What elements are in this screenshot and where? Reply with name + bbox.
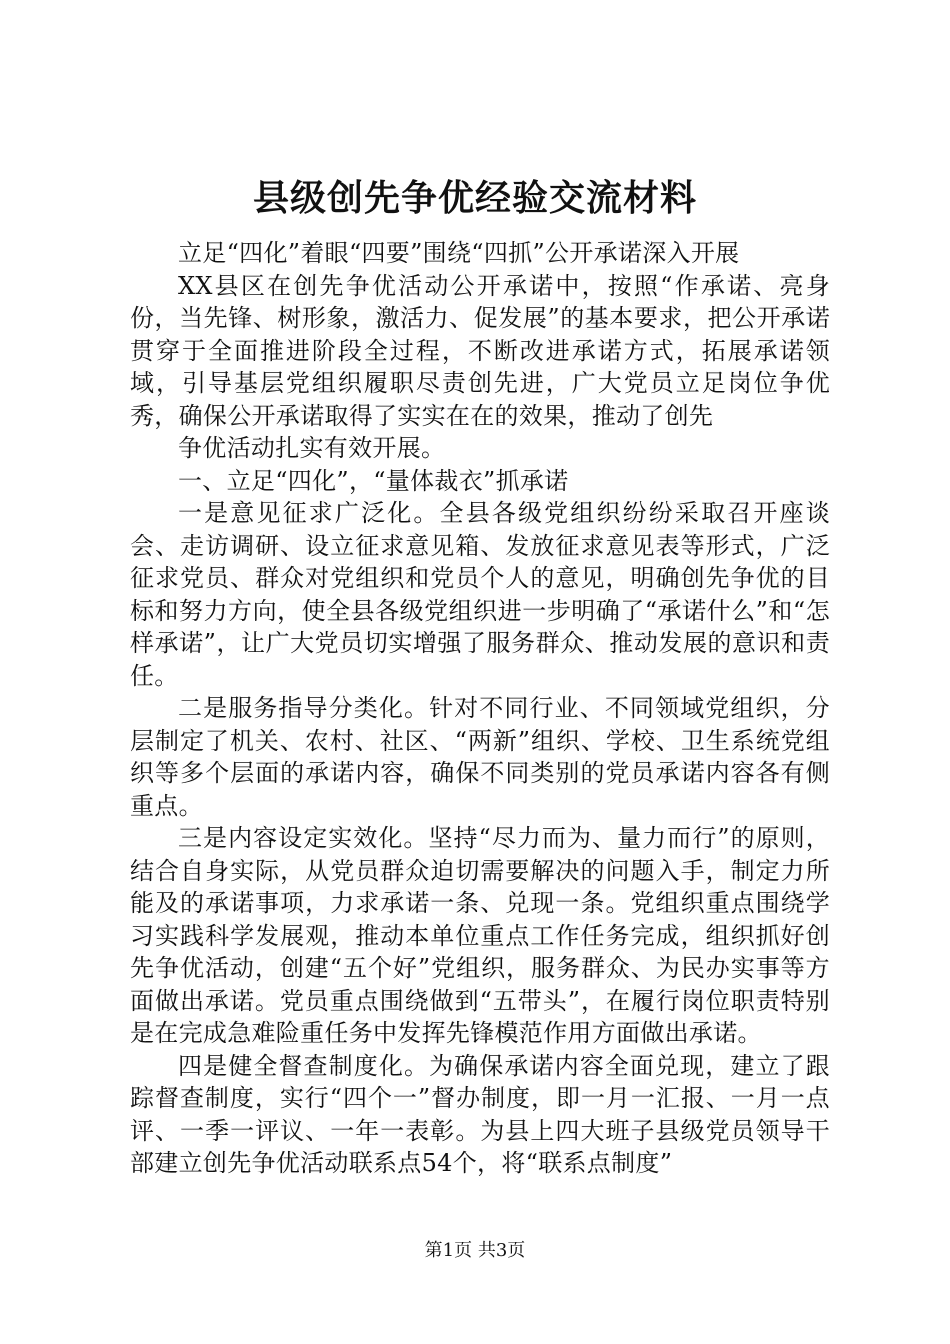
paragraph-subtitle: 立足“四化”着眼“四要”围绕“四抓”公开承诺深入开展: [178, 239, 740, 267]
paragraph-point-1: 一是意见征求广泛化。全县各级党组织纷纷采取召开座谈会、走访调研、设立征求意见箱、发放征求意见表等形式，广泛征求党员、群众对党组织和党员个人的意见，明确创先争优的目标和努力方向，使全县各级党组织进一步明确了“承诺什么”和“怎样承诺”，让广大党员切实增强了服务群众、推动发展的意识和责任。: [130, 499, 830, 690]
paragraph-point-2: 二是服务指导分类化。针对不同行业、不同领域党组织，分层制定了机关、农村、社区、“两新”组织、学校、卫生系统党组织等多个层面的承诺内容，确保不同类别的党员承诺内容各有侧重点。: [130, 694, 830, 820]
page-number-footer: 第1页 共3页: [424, 1240, 526, 1261]
paragraph-intro-continued: 争优活动扎实有效开展。: [178, 434, 446, 462]
paragraph-point-3: 三是内容设定实效化。坚持“尽力而为、量力而行”的原则，结合自身实际，从党员群众迫切需要解决的问题入手，制定力所能及的承诺事项，力求承诺一条、兑现一条。党组织重点围绕学习实践科学发展观，推动本单位重点工作任务完成，组织抓好创先争优活动，创建“五个好”党组织，服务群众、为民办实事等方面做出承诺。党员重点围绕做到“五带头”，在履行岗位职责特别是在完成急难险重任务中发挥先锋模范作用方面做出承诺。: [130, 824, 830, 1047]
section-heading-1: 一、立足“四化”，“量体裁衣”抓承诺: [178, 466, 569, 495]
paragraph-intro: XX县区在创先争优活动公开承诺中，按照“作承诺、亮身份，当先锋、树形象，激活力、促发展”的基本要求，把公开承诺贯穿于全面推进阶段全过程，不断改进承诺方式，拓展承诺领域，引导基层党组织履职尽责创先进，广大党员立足岗位争优秀，确保公开承诺取得了实实在在的效果，推动了创先: [130, 271, 830, 430]
paragraph-point-4: 四是健全督查制度化。为确保承诺内容全面兑现，建立了跟踪督查制度，实行“四个一”督办制度，即一月一汇报、一月一点评、一季一评议、一年一表彰。为县上四大班子县级党员领导干部建立创先争优活动联系点54个，将“联系点制度”: [130, 1051, 830, 1177]
document-title: 县级创先争优经验交流材料: [252, 177, 697, 219]
document-body: [130, 237, 830, 1180]
